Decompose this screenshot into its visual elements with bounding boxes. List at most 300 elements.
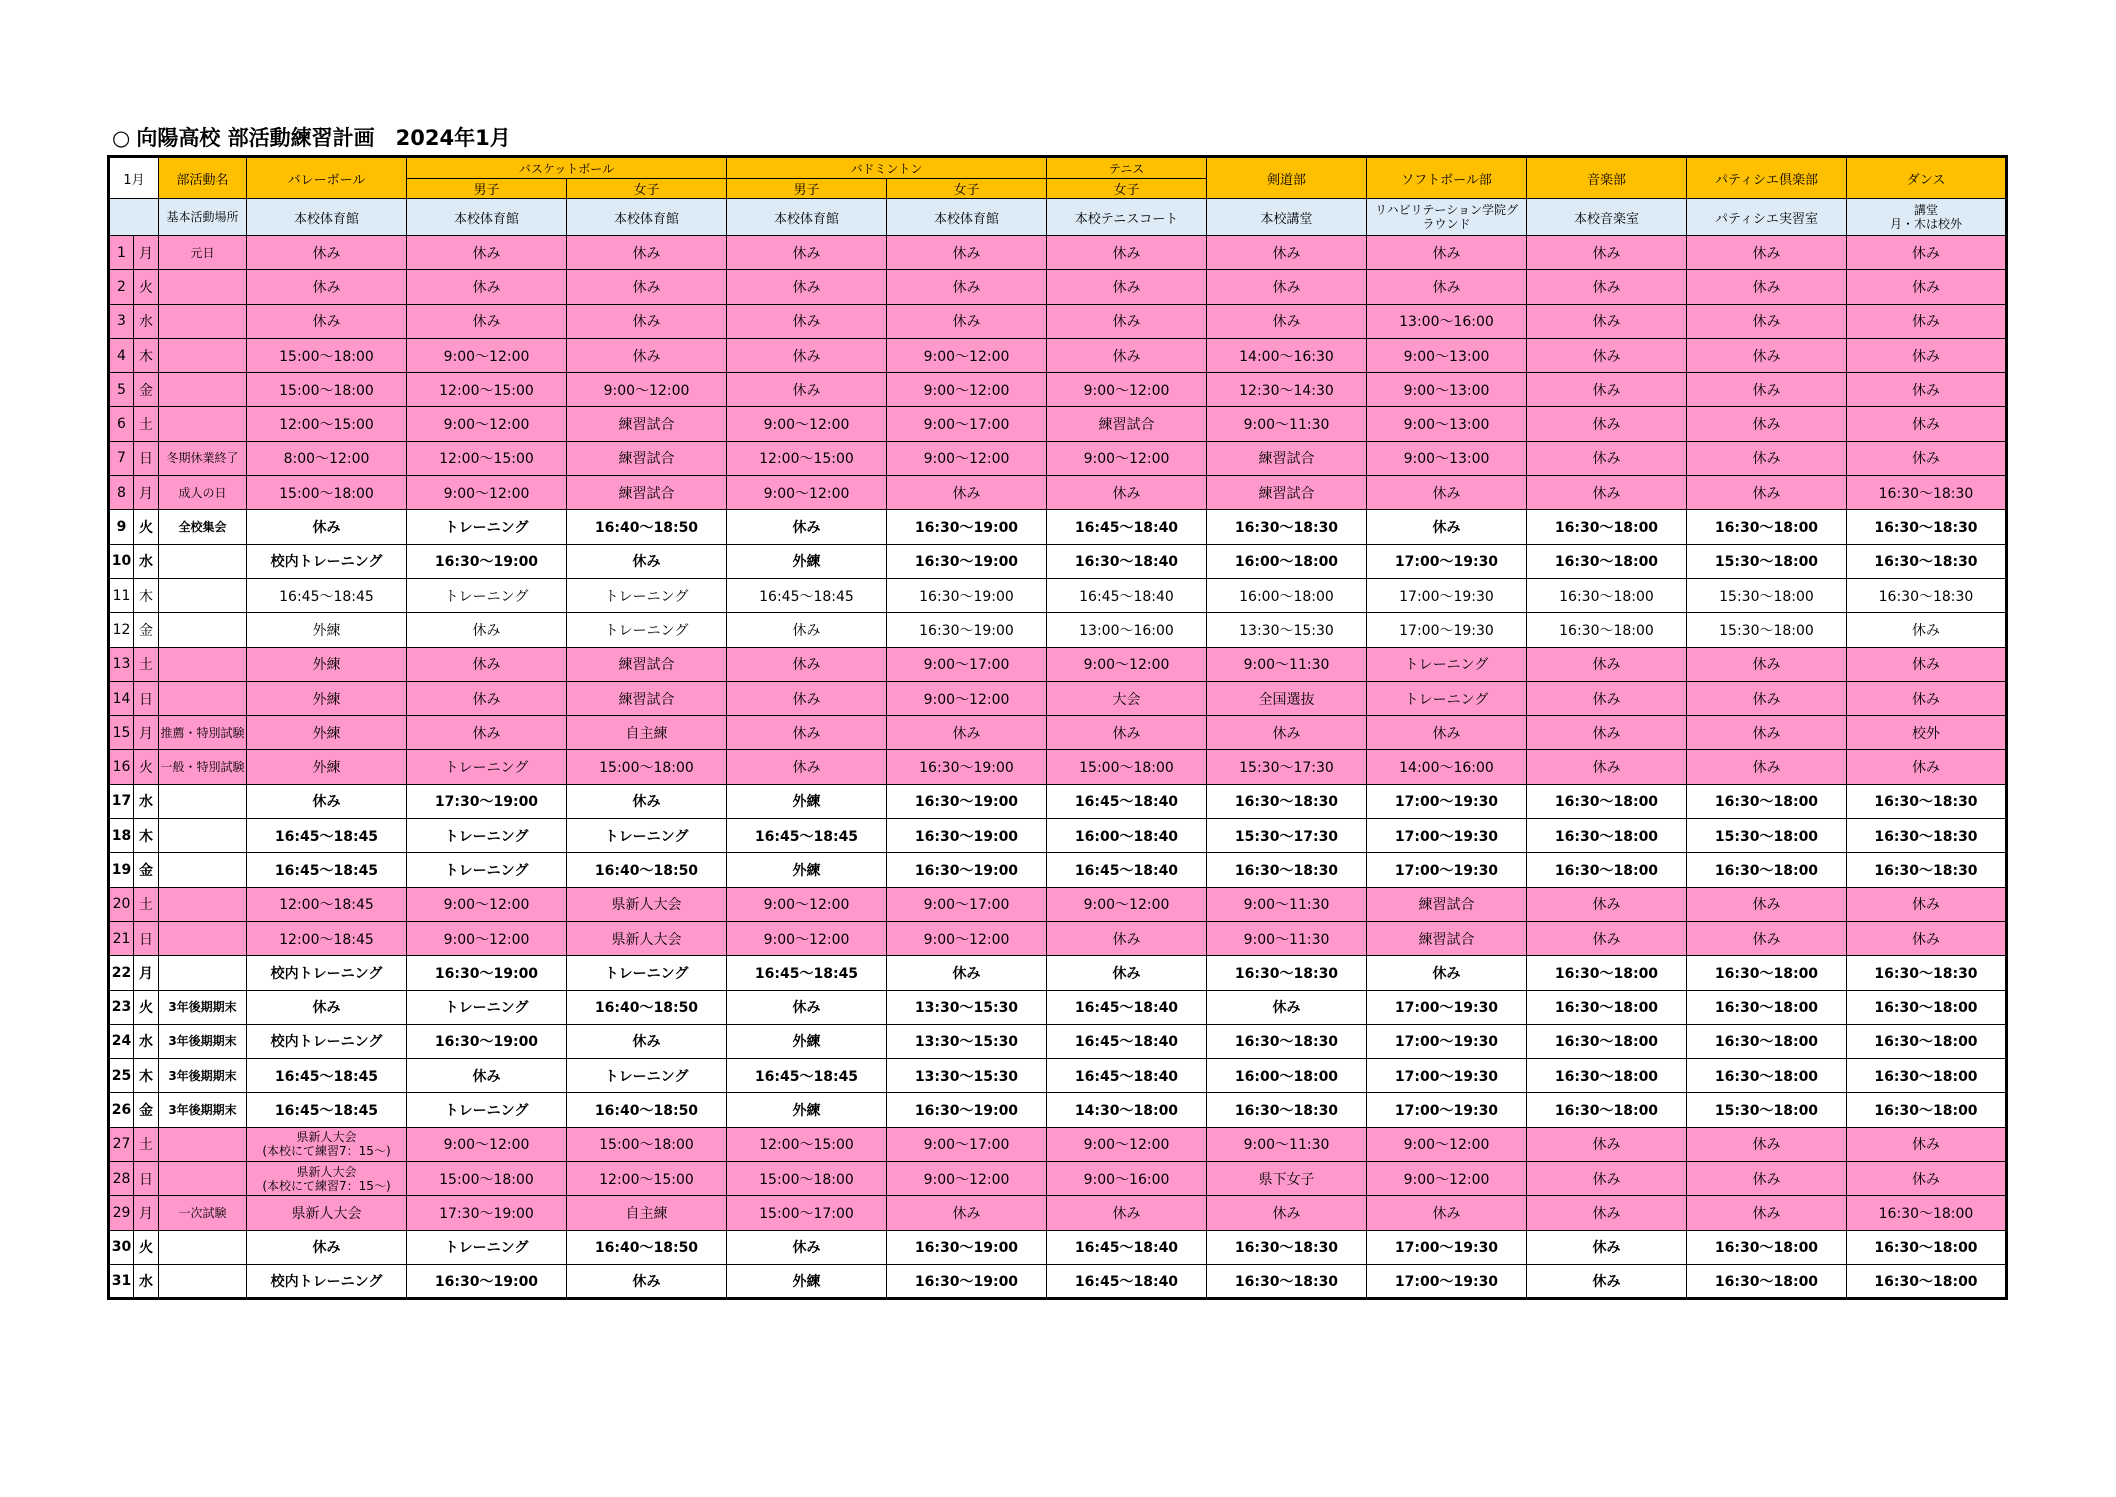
schedule-row (109, 578, 2007, 612)
schedule-cell: 8:00～12:00 (247, 441, 407, 475)
schedule-cell: 休み (407, 647, 567, 681)
schedule-cell: 17:00～19:30 (1367, 544, 1527, 578)
schedule-cell: 17:00～19:30 (1367, 990, 1527, 1024)
schedule-cell: 休み (1367, 716, 1527, 750)
schedule-cell: 休み (887, 270, 1047, 304)
schedule-cell: 休み (1527, 338, 1687, 372)
schedule-cell: 9:00～12:00 (407, 887, 567, 921)
schedule-cell: 16:30～19:00 (887, 1093, 1047, 1127)
club-volleyball: バレーボール (247, 157, 407, 199)
weekday-cell: 火 (134, 990, 159, 1024)
event-cell (159, 544, 247, 578)
schedule-row (109, 510, 2007, 544)
schedule-cell: 13:30～15:30 (887, 990, 1047, 1024)
schedule-cell: 休み (1687, 750, 1847, 784)
schedule-cell: 9:00～12:00 (407, 476, 567, 510)
schedule-cell: 16:40～18:50 (567, 853, 727, 887)
schedule-cell: トレーニング (407, 1230, 567, 1264)
schedule-cell: 9:00～12:00 (887, 681, 1047, 715)
schedule-cell: 15:30～18:00 (1687, 578, 1847, 612)
day-cell: 22 (109, 956, 134, 990)
weekday-cell: 木 (134, 338, 159, 372)
schedule-cell: 休み (1527, 716, 1687, 750)
schedule-cell: 休み (1367, 236, 1527, 270)
schedule-cell: 16:00～18:00 (1207, 1059, 1367, 1093)
place-tennis: 本校テニスコート (1047, 199, 1207, 236)
place-badminton-girls: 本校体育館 (887, 199, 1047, 236)
event-cell (159, 681, 247, 715)
schedule-cell: 16:45～18:40 (1047, 990, 1207, 1024)
event-cell (159, 1264, 247, 1298)
schedule-cell: トレーニング (407, 819, 567, 853)
schedule-cell: 練習試合 (1367, 921, 1527, 955)
schedule-cell: 16:30～18:00 (1527, 1024, 1687, 1058)
schedule-cell: 17:30～19:00 (407, 784, 567, 818)
schedule-cell: 休み (1527, 476, 1687, 510)
schedule-cell: 15:00～18:00 (407, 1162, 567, 1196)
schedule-cell: 12:00～15:00 (407, 441, 567, 475)
club-kendo: 剣道部 (1207, 157, 1367, 199)
schedule-cell: 16:45～18:45 (247, 853, 407, 887)
schedule-cell: 16:45～18:45 (247, 1059, 407, 1093)
schedule-cell: 16:30～18:30 (1207, 1024, 1367, 1058)
schedule-cell: 12:00～15:00 (247, 407, 407, 441)
weekday-cell: 金 (134, 373, 159, 407)
schedule-cell: トレーニング (407, 1093, 567, 1127)
schedule-cell: 休み (1527, 1127, 1687, 1161)
schedule-cell: 12:00～18:45 (247, 887, 407, 921)
schedule-cell: トレーニング (407, 510, 567, 544)
schedule-cell: 休み (727, 990, 887, 1024)
schedule-cell: 休み (407, 236, 567, 270)
schedule-cell: 県新人大会 (247, 1196, 407, 1230)
weekday-cell: 火 (134, 510, 159, 544)
schedule-cell: 休み (1047, 956, 1207, 990)
weekday-cell: 水 (134, 1024, 159, 1058)
schedule-cell: 全国選抜 (1207, 681, 1367, 715)
schedule-cell: 16:45～18:40 (1047, 1230, 1207, 1264)
schedule-cell: 16:30～18:00 (1847, 1230, 2007, 1264)
schedule-cell: 休み (407, 716, 567, 750)
schedule-cell: 9:00～12:00 (887, 441, 1047, 475)
schedule-cell: 休み (247, 236, 407, 270)
day-cell: 23 (109, 990, 134, 1024)
schedule-cell: 12:00～15:00 (407, 373, 567, 407)
schedule-table (107, 155, 2008, 1300)
schedule-cell: 9:00～12:00 (727, 407, 887, 441)
schedule-cell: 9:00～11:30 (1207, 1127, 1367, 1161)
schedule-cell: 休み (1047, 716, 1207, 750)
schedule-cell: 外練 (727, 1024, 887, 1058)
weekday-cell: 水 (134, 544, 159, 578)
place-music: 本校音楽室 (1527, 199, 1687, 236)
schedule-cell: 9:00～11:30 (1207, 887, 1367, 921)
club-music: 音楽部 (1527, 157, 1687, 199)
schedule-cell: 9:00～11:30 (1207, 407, 1367, 441)
schedule-cell: トレーニング (567, 956, 727, 990)
schedule-cell: 休み (247, 510, 407, 544)
schedule-cell: 9:00～11:30 (1207, 647, 1367, 681)
schedule-cell: 休み (1367, 510, 1527, 544)
schedule-cell: 休み (567, 1024, 727, 1058)
place-dance: 講堂 月・木は校外 (1847, 199, 2007, 236)
day-cell: 11 (109, 578, 134, 612)
schedule-cell: 休み (727, 270, 887, 304)
weekday-cell: 日 (134, 441, 159, 475)
schedule-cell: 休み (567, 784, 727, 818)
schedule-cell: 練習試合 (567, 476, 727, 510)
weekday-cell: 木 (134, 578, 159, 612)
weekday-cell: 水 (134, 304, 159, 338)
schedule-cell: 16:30～18:30 (1207, 1093, 1367, 1127)
schedule-cell: 16:30～18:00 (1687, 1024, 1847, 1058)
day-cell: 13 (109, 647, 134, 681)
schedule-cell: 16:30～18:30 (1207, 510, 1367, 544)
event-cell (159, 407, 247, 441)
month-blank (109, 199, 159, 236)
schedule-cell: 県新人大会 (本校にて練習7：15～) (247, 1127, 407, 1161)
schedule-cell: 9:00～16:00 (1047, 1162, 1207, 1196)
schedule-cell: 休み (727, 236, 887, 270)
schedule-cell: 16:30～18:30 (1847, 578, 2007, 612)
place-label: 基本活動場所 (159, 199, 247, 236)
schedule-cell: 16:45～18:40 (1047, 1024, 1207, 1058)
day-cell: 5 (109, 373, 134, 407)
day-cell: 19 (109, 853, 134, 887)
event-cell (159, 373, 247, 407)
schedule-cell: 休み (1847, 407, 2007, 441)
schedule-cell: 休み (1367, 270, 1527, 304)
event-cell (159, 887, 247, 921)
schedule-cell: 9:00～12:00 (1047, 647, 1207, 681)
schedule-cell: 外練 (727, 1264, 887, 1298)
event-cell: 元日 (159, 236, 247, 270)
schedule-cell: 9:00～17:00 (887, 887, 1047, 921)
schedule-cell: 12:00～15:00 (727, 1127, 887, 1161)
tennis-girls: 女子 (1047, 179, 1207, 199)
schedule-cell: 休み (247, 270, 407, 304)
schedule-cell: 16:00～18:00 (1207, 578, 1367, 612)
schedule-cell: 休み (1847, 750, 2007, 784)
schedule-cell: 休み (1847, 304, 2007, 338)
weekday-cell: 木 (134, 819, 159, 853)
schedule-cell: 休み (1047, 476, 1207, 510)
schedule-cell: 9:00～13:00 (1367, 407, 1527, 441)
schedule-cell: 16:30～19:00 (407, 544, 567, 578)
schedule-cell: 校内トレーニング (247, 1024, 407, 1058)
schedule-cell: 休み (1527, 681, 1687, 715)
schedule-cell: 外練 (247, 716, 407, 750)
schedule-cell: 17:00～19:30 (1367, 613, 1527, 647)
schedule-row (109, 1024, 2007, 1058)
schedule-cell: 16:30～18:00 (1847, 1059, 2007, 1093)
schedule-cell: 9:00～12:00 (727, 921, 887, 955)
circle-mark-icon: ○ (112, 126, 131, 150)
club-softball: ソフトボール部 (1367, 157, 1527, 199)
schedule-cell: 県新人大会 (本校にて練習7：15～) (247, 1162, 407, 1196)
schedule-cell: 休み (1847, 236, 2007, 270)
schedule-cell: 17:00～19:30 (1367, 1059, 1527, 1093)
event-cell: 3年後期期末 (159, 990, 247, 1024)
event-cell (159, 578, 247, 612)
schedule-cell: 県新人大会 (567, 887, 727, 921)
schedule-cell: 休み (727, 1230, 887, 1264)
schedule-cell: 休み (1527, 270, 1687, 304)
day-cell: 12 (109, 613, 134, 647)
schedule-row (109, 270, 2007, 304)
schedule-cell: 外練 (727, 1093, 887, 1127)
schedule-cell: 大会 (1047, 681, 1207, 715)
schedule-cell: 16:30～18:00 (1687, 510, 1847, 544)
schedule-cell: 16:30～18:00 (1847, 1024, 2007, 1058)
schedule-row (109, 887, 2007, 921)
schedule-cell: 休み (887, 236, 1047, 270)
schedule-cell: 休み (1847, 921, 2007, 955)
schedule-cell: 17:00～19:30 (1367, 1230, 1527, 1264)
schedule-cell: 練習試合 (567, 407, 727, 441)
schedule-cell: 休み (887, 304, 1047, 338)
day-cell: 29 (109, 1196, 134, 1230)
schedule-cell: 16:45～18:40 (1047, 1059, 1207, 1093)
schedule-cell: 16:30～18:00 (1527, 853, 1687, 887)
schedule-cell: 休み (1047, 921, 1207, 955)
schedule-cell: 休み (1687, 304, 1847, 338)
schedule-cell: 休み (887, 716, 1047, 750)
event-cell: 3年後期期末 (159, 1059, 247, 1093)
schedule-cell: 9:00～17:00 (887, 1127, 1047, 1161)
day-cell: 28 (109, 1162, 134, 1196)
schedule-cell: 休み (247, 784, 407, 818)
schedule-cell: 外練 (247, 681, 407, 715)
schedule-cell: 16:30～18:00 (1687, 990, 1847, 1024)
schedule-cell: 16:40～18:50 (567, 510, 727, 544)
schedule-cell: 16:30～18:30 (1847, 784, 2007, 818)
schedule-cell: トレーニング (567, 613, 727, 647)
place-kendo: 本校講堂 (1207, 199, 1367, 236)
club-dance: ダンス (1847, 157, 2007, 199)
schedule-cell: 16:30～19:00 (887, 819, 1047, 853)
schedule-cell: 15:00～18:00 (727, 1162, 887, 1196)
schedule-cell: 16:45～18:40 (1047, 853, 1207, 887)
schedule-cell: 休み (1527, 1230, 1687, 1264)
schedule-cell: 14:30～18:00 (1047, 1093, 1207, 1127)
schedule-row (109, 1264, 2007, 1298)
schedule-cell: 休み (1687, 716, 1847, 750)
schedule-cell: 自主練 (567, 1196, 727, 1230)
day-cell: 17 (109, 784, 134, 818)
day-cell: 25 (109, 1059, 134, 1093)
schedule-cell: 15:30～17:30 (1207, 819, 1367, 853)
schedule-cell: 16:45～18:45 (727, 819, 887, 853)
day-cell: 15 (109, 716, 134, 750)
schedule-cell: 17:00～19:30 (1367, 1264, 1527, 1298)
schedule-row (109, 373, 2007, 407)
schedule-cell: 16:30～18:40 (1047, 544, 1207, 578)
day-cell: 27 (109, 1127, 134, 1161)
schedule-cell: 休み (1527, 1264, 1687, 1298)
schedule-cell: 休み (1207, 236, 1367, 270)
schedule-cell: 16:30～19:00 (887, 578, 1047, 612)
schedule-cell: 16:30～18:00 (1847, 1093, 2007, 1127)
schedule-cell: 15:00～18:00 (567, 750, 727, 784)
schedule-cell: 16:40～18:50 (567, 990, 727, 1024)
weekday-cell: 火 (134, 270, 159, 304)
day-cell: 18 (109, 819, 134, 853)
schedule-cell: 休み (1527, 647, 1687, 681)
schedule-cell: 休み (1047, 338, 1207, 372)
schedule-cell: 休み (1687, 681, 1847, 715)
schedule-cell: 16:40～18:50 (567, 1093, 727, 1127)
schedule-cell: 15:00～18:00 (247, 476, 407, 510)
schedule-cell: 休み (1847, 338, 2007, 372)
schedule-row (109, 1196, 2007, 1230)
schedule-cell: 休み (1527, 373, 1687, 407)
schedule-cell: 9:00～13:00 (1367, 338, 1527, 372)
weekday-cell: 日 (134, 1162, 159, 1196)
schedule-cell: 休み (567, 304, 727, 338)
schedule-row (109, 1059, 2007, 1093)
schedule-cell: 17:00～19:30 (1367, 1024, 1527, 1058)
schedule-cell: 休み (727, 750, 887, 784)
schedule-cell: 休み (1687, 441, 1847, 475)
schedule-cell: 9:00～12:00 (407, 407, 567, 441)
schedule-cell: 9:00～12:00 (1047, 887, 1207, 921)
schedule-cell: 休み (1207, 304, 1367, 338)
schedule-cell: 9:00～12:00 (407, 338, 567, 372)
schedule-cell: 休み (567, 544, 727, 578)
schedule-row (109, 407, 2007, 441)
schedule-cell: 練習試合 (1207, 441, 1367, 475)
schedule-cell: 休み (407, 613, 567, 647)
schedule-cell: 9:00～13:00 (1367, 441, 1527, 475)
schedule-row (109, 338, 2007, 372)
schedule-cell: トレーニング (1367, 647, 1527, 681)
schedule-row (109, 476, 2007, 510)
schedule-cell: 休み (1847, 1127, 2007, 1161)
schedule-cell: 13:00～16:00 (1047, 613, 1207, 647)
schedule-cell: 16:00～18:00 (1207, 544, 1367, 578)
event-cell (159, 921, 247, 955)
schedule-cell: 13:00～16:00 (1367, 304, 1527, 338)
schedule-cell: 休み (1047, 236, 1207, 270)
schedule-cell: 休み (1527, 1162, 1687, 1196)
schedule-row (109, 750, 2007, 784)
schedule-cell: 16:30～18:00 (1527, 544, 1687, 578)
schedule-cell: 9:00～11:30 (1207, 921, 1367, 955)
weekday-cell: 土 (134, 1127, 159, 1161)
schedule-cell: 16:30～19:00 (407, 1024, 567, 1058)
schedule-cell: 休み (1207, 716, 1367, 750)
schedule-cell: 外練 (247, 647, 407, 681)
schedule-cell: 16:45～18:40 (1047, 578, 1207, 612)
schedule-cell: 16:45～18:45 (727, 578, 887, 612)
schedule-cell: 休み (407, 1059, 567, 1093)
schedule-cell: 16:30～18:00 (1687, 784, 1847, 818)
weekday-cell: 土 (134, 647, 159, 681)
event-cell (159, 819, 247, 853)
schedule-cell: 休み (407, 304, 567, 338)
month-cell: 1月 (109, 157, 159, 199)
schedule-cell: 休み (1207, 270, 1367, 304)
schedule-cell: 17:00～19:30 (1367, 784, 1527, 818)
schedule-cell: トレーニング (567, 1059, 727, 1093)
day-cell: 1 (109, 236, 134, 270)
place-patissier: パティシエ実習室 (1687, 199, 1847, 236)
schedule-row (109, 1162, 2007, 1196)
schedule-cell: 休み (1527, 750, 1687, 784)
weekday-cell: 火 (134, 1230, 159, 1264)
schedule-cell: 9:00～17:00 (887, 407, 1047, 441)
schedule-cell: トレーニング (567, 578, 727, 612)
schedule-cell: 自主練 (567, 716, 727, 750)
schedule-cell: 16:30～18:30 (1207, 1230, 1367, 1264)
schedule-cell: 休み (1847, 1162, 2007, 1196)
schedule-cell: 9:00～12:00 (1047, 373, 1207, 407)
schedule-cell: 16:30～18:00 (1527, 1093, 1687, 1127)
schedule-cell: 休み (727, 373, 887, 407)
weekday-cell: 月 (134, 1196, 159, 1230)
event-cell: 3年後期期末 (159, 1024, 247, 1058)
schedule-cell: 休み (1687, 373, 1847, 407)
schedule-cell: 練習試合 (1207, 476, 1367, 510)
schedule-cell: 16:30～18:00 (1687, 1059, 1847, 1093)
day-cell: 7 (109, 441, 134, 475)
schedule-cell: 休み (247, 1230, 407, 1264)
event-cell (159, 270, 247, 304)
schedule-cell: トレーニング (407, 578, 567, 612)
schedule-cell: 9:00～12:00 (567, 373, 727, 407)
schedule-cell: トレーニング (567, 819, 727, 853)
schedule-cell: 休み (727, 647, 887, 681)
schedule-cell: 9:00～12:00 (727, 887, 887, 921)
weekday-cell: 水 (134, 1264, 159, 1298)
schedule-cell: 県下女子 (1207, 1162, 1367, 1196)
day-cell: 4 (109, 338, 134, 372)
club-patissier: パティシエ倶楽部 (1687, 157, 1847, 199)
schedule-row (109, 1230, 2007, 1264)
schedule-cell: 16:30～18:00 (1527, 990, 1687, 1024)
schedule-cell: 9:00～12:00 (887, 338, 1047, 372)
schedule-cell: 16:30～18:00 (1847, 1264, 2007, 1298)
schedule-cell: 15:00～17:00 (727, 1196, 887, 1230)
schedule-cell: 9:00～12:00 (1367, 1162, 1527, 1196)
schedule-row (109, 304, 2007, 338)
schedule-cell: 校内トレーニング (247, 1264, 407, 1298)
day-cell: 21 (109, 921, 134, 955)
schedule-cell: 13:30～15:30 (1207, 613, 1367, 647)
schedule-cell: 休み (1367, 956, 1527, 990)
schedule-cell: 休み (727, 338, 887, 372)
schedule-cell: 17:30～19:00 (407, 1196, 567, 1230)
schedule-row (109, 853, 2007, 887)
schedule-cell: 16:30～18:00 (1687, 1264, 1847, 1298)
day-cell: 10 (109, 544, 134, 578)
schedule-cell: 休み (1687, 921, 1847, 955)
schedule-cell: 休み (1047, 270, 1207, 304)
schedule-cell: 練習試合 (567, 681, 727, 715)
schedule-cell: 9:00～12:00 (1047, 441, 1207, 475)
schedule-cell: 休み (1847, 681, 2007, 715)
schedule-cell: 16:30～19:00 (887, 784, 1047, 818)
event-cell (159, 1162, 247, 1196)
schedule-cell: 休み (727, 304, 887, 338)
schedule-cell: 16:30～18:00 (1687, 956, 1847, 990)
schedule-row (109, 647, 2007, 681)
weekday-cell: 日 (134, 681, 159, 715)
schedule-cell: 16:30～18:30 (1847, 956, 2007, 990)
schedule-cell: 9:00～17:00 (887, 647, 1047, 681)
schedule-cell: 9:00～12:00 (1367, 1127, 1527, 1161)
